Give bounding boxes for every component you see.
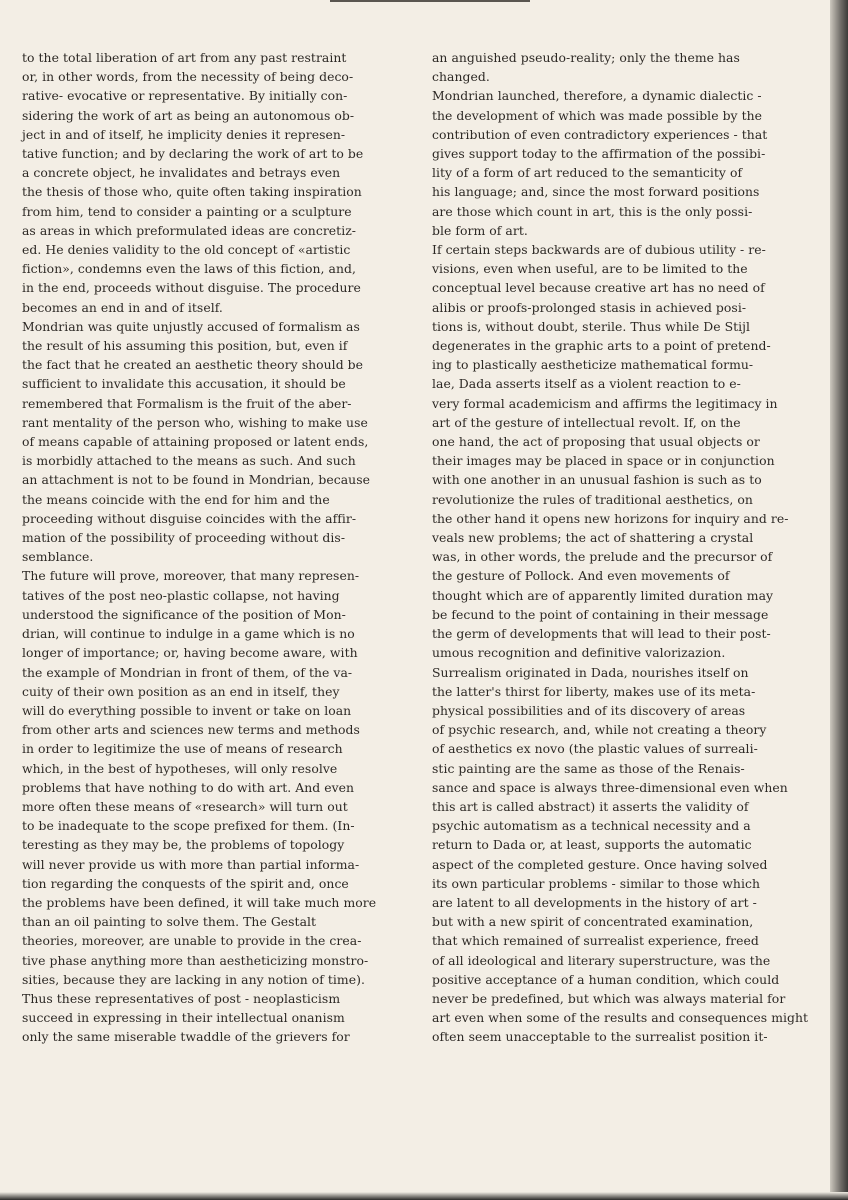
text-line: stic painting are the same as those of the Renais- [432,760,745,776]
text-line: degenerates in the graphic arts to a point of pretend- [432,338,771,354]
right-text-column [432,48,810,1047]
text-line: will never provide us with more than partial informa- [22,856,360,872]
text-line: rant mentality of the person who, wishing to make use [22,414,368,430]
text-line: sities, because they are lacking in any notion of time). [22,971,365,987]
book-spine-edge [830,0,848,1200]
text-line: ing to plastically aestheticize mathematical formu- [432,357,754,373]
text-line: to the total liberation of art from any past restraint [22,50,347,65]
text-line: ble form of art. [432,222,528,238]
text-line: of aesthetics ex novo (the plastic values of surreali- [432,741,758,757]
text-line: which, in the best of hypotheses, will only resolve [22,760,338,776]
text-line: in the end, proceeds without disguise. The procedure [22,280,361,296]
text-line: sidering the work of art as being an autonomous ob- [22,107,355,123]
text-line: visions, even when useful, are to be limited to the [432,261,748,277]
text-line: its own particular problems - similar to those which [432,875,760,891]
text-line: proceeding without disguise coincides with the affir- [22,510,357,526]
text-line: the fact that he created an aesthetic theory should be [22,357,364,373]
text-line: a concrete object, he invalidates and betrays even [22,165,341,181]
text-line: mation of the possibility of proceeding without dis- [22,530,346,546]
text-line: from him, tend to consider a painting or a sculpture [22,203,352,219]
text-line: the development of which was made possible by the [432,107,763,123]
text-line: the gesture of Pollock. And even movements of [432,568,730,584]
text-line: theories, moreover, are unable to provide in the crea- [22,933,362,949]
text-line: physical possibilities and of its discovery of areas [432,702,746,718]
text-line: sance and space is always three-dimensional even when [432,779,788,795]
text-line: the latter's thirst for liberty, makes use of its meta- [432,683,756,699]
text-line: very formal academicism and affirms the legitimacy in [432,395,778,411]
text-line: ed. He denies validity to the old concept of «artistic [22,242,351,258]
text-line: veals new problems; the act of shattering a crystal [432,530,754,546]
text-line: is morbidly attached to the means as such. And such [22,453,356,469]
text-line: tion regarding the conquests of the spirit and, once [22,875,349,891]
text-line: or, in other words, from the necessity of being deco- [22,69,354,85]
text-line: alibis or proofs-prolonged stasis in achieved posi- [432,299,747,315]
text-line: changed. [432,69,490,85]
text-line: rative- evocative or representative. By initially con- [22,88,348,104]
text-line: The future will prove, moreover, that many represen- [22,568,360,584]
text-line: Mondrian launched, therefore, a dynamic dialectic - [432,88,762,104]
text-line: contribution of even contradictory experiences - that [432,126,768,142]
text-line: gives support today to the affirmation of the possibi- [432,146,766,162]
text-line: becomes an end in and of itself. [22,299,223,315]
text-line: than an oil painting to solve them. The Gestalt [22,914,317,930]
text-line: drian, will continue to indulge in a game which is no [22,626,355,642]
text-line: problems that have nothing to do with art. And even [22,779,355,795]
text-line: the means coincide with the end for him and the [22,491,330,507]
text-line: more often these means of «research» will turn out [22,798,348,814]
text-line: this art is called abstract) it asserts the validity of [432,798,749,814]
text-line: ject in and of itself, he implicity denies it represen- [22,126,346,142]
text-line: often seem unacceptable to the surrealist position it- [432,1029,768,1045]
text-line: never be predefined, but which was always material for [432,990,786,1006]
text-line: Surrealism originated in Dada, nourishes itself on [432,664,749,680]
text-line: sufficient to invalidate this accusation, it should be [22,376,346,392]
text-line: from other arts and sciences new terms and methods [22,722,360,738]
text-line: his language; and, since the most forward positions [432,184,760,200]
text-line: was, in other words, the prelude and the precursor of [432,549,773,565]
text-line: are latent to all developments in the history of art - [432,894,757,910]
text-line: an attachment is not to be found in Mondrian, because [22,472,370,488]
text-line: tions is, without doubt, sterile. Thus while De Stijl [432,318,751,334]
text-line: one hand, the act of proposing that usual objects or [432,434,760,450]
text-line: with one another in an unusual fashion is such as to [432,472,762,488]
text-line: lae, Dada asserts itself as a violent reaction to e- [432,376,741,392]
text-line: aspect of the completed gesture. Once having solved [432,856,768,872]
text-line: of means capable of attaining proposed or latent ends, [22,434,369,450]
text-line: of psychic research, and, while not creating a theory [432,722,767,738]
text-line: If certain steps backwards are of dubious utility - re- [432,242,766,258]
text-line: tative function; and by declaring the work of art to be [22,146,364,162]
text-line: be fecund to the point of containing in their message [432,606,769,622]
text-line: remembered that Formalism is the fruit of the aber- [22,395,352,411]
bottom-edge [0,1192,848,1200]
text-line: an anguished pseudo-reality; only the theme has [432,50,740,65]
text-line: teresting as they may be, the problems of topology [22,837,345,853]
text-line: tive phase anything more than aestheticizing monstro- [22,952,369,968]
top-divider [330,0,530,2]
text-line: are those which count in art, this is the only possi- [432,203,753,219]
text-line: thought which are of apparently limited duration may [432,587,774,603]
left-text-column [22,48,400,1047]
text-line: their images may be placed in space or in conjunction [432,453,775,469]
text-line: the germ of developments that will lead to their post- [432,626,771,642]
text-line: cuity of their own position as an end in itself, they [22,683,340,699]
text-line: lity of a form of art reduced to the semanticity of [432,165,743,181]
text-line: of all ideological and literary superstructure, was the [432,952,771,968]
text-line: will do everything possible to invent or take on loan [22,702,352,718]
text-line: fiction», condemns even the laws of this fiction, and, [22,261,356,277]
text-line: that which remained of surrealist experience, freed [432,933,759,949]
text-line: the thesis of those who, quite often taking inspiration [22,184,362,200]
text-line: Thus these representatives of post - neoplasticism [22,990,341,1006]
text-line: but with a new spirit of concentrated examination, [432,914,754,930]
text-line: the result of his assuming this position, but, even if [22,338,348,354]
text-line: art of the gesture of intellectual revolt. If, on the [432,414,741,430]
text-line: psychic automatism as a technical necessity and a [432,818,751,834]
text-line: succeed in expressing in their intellectual onanism [22,1010,345,1026]
text-line: the problems have been defined, it will take much more [22,894,377,910]
text-line: only the same miserable twaddle of the grievers for [22,1029,350,1045]
text-line: understood the significance of the position of Mon- [22,606,346,622]
text-line: umous recognition and definitive valorizazion. [432,645,726,661]
text-line: the other hand it opens new horizons for inquiry and re- [432,510,789,526]
text-line: to be inadequate to the scope prefixed for them. (In- [22,818,355,834]
text-line: positive acceptance of a human condition, which could [432,971,780,987]
text-line: as areas in which preformulated ideas are concretiz- [22,222,357,238]
text-line: longer of importance; or, having become aware, with [22,645,358,661]
text-line: art even when some of the results and consequences might [432,1010,809,1026]
text-line: conceptual level because creative art has no need of [432,280,765,296]
text-line: the example of Mondrian in front of them, of the va- [22,664,353,680]
text-line: semblance. [22,549,94,565]
text-line: revolutionize the rules of traditional aesthetics, on [432,491,753,507]
text-line: in order to legitimize the use of means of research [22,741,343,757]
text-line: Mondrian was quite unjustly accused of formalism as [22,318,360,334]
text-line: tatives of the post neo-plastic collapse, not having [22,587,340,603]
text-line: return to Dada or, at least, supports the automatic [432,837,752,853]
